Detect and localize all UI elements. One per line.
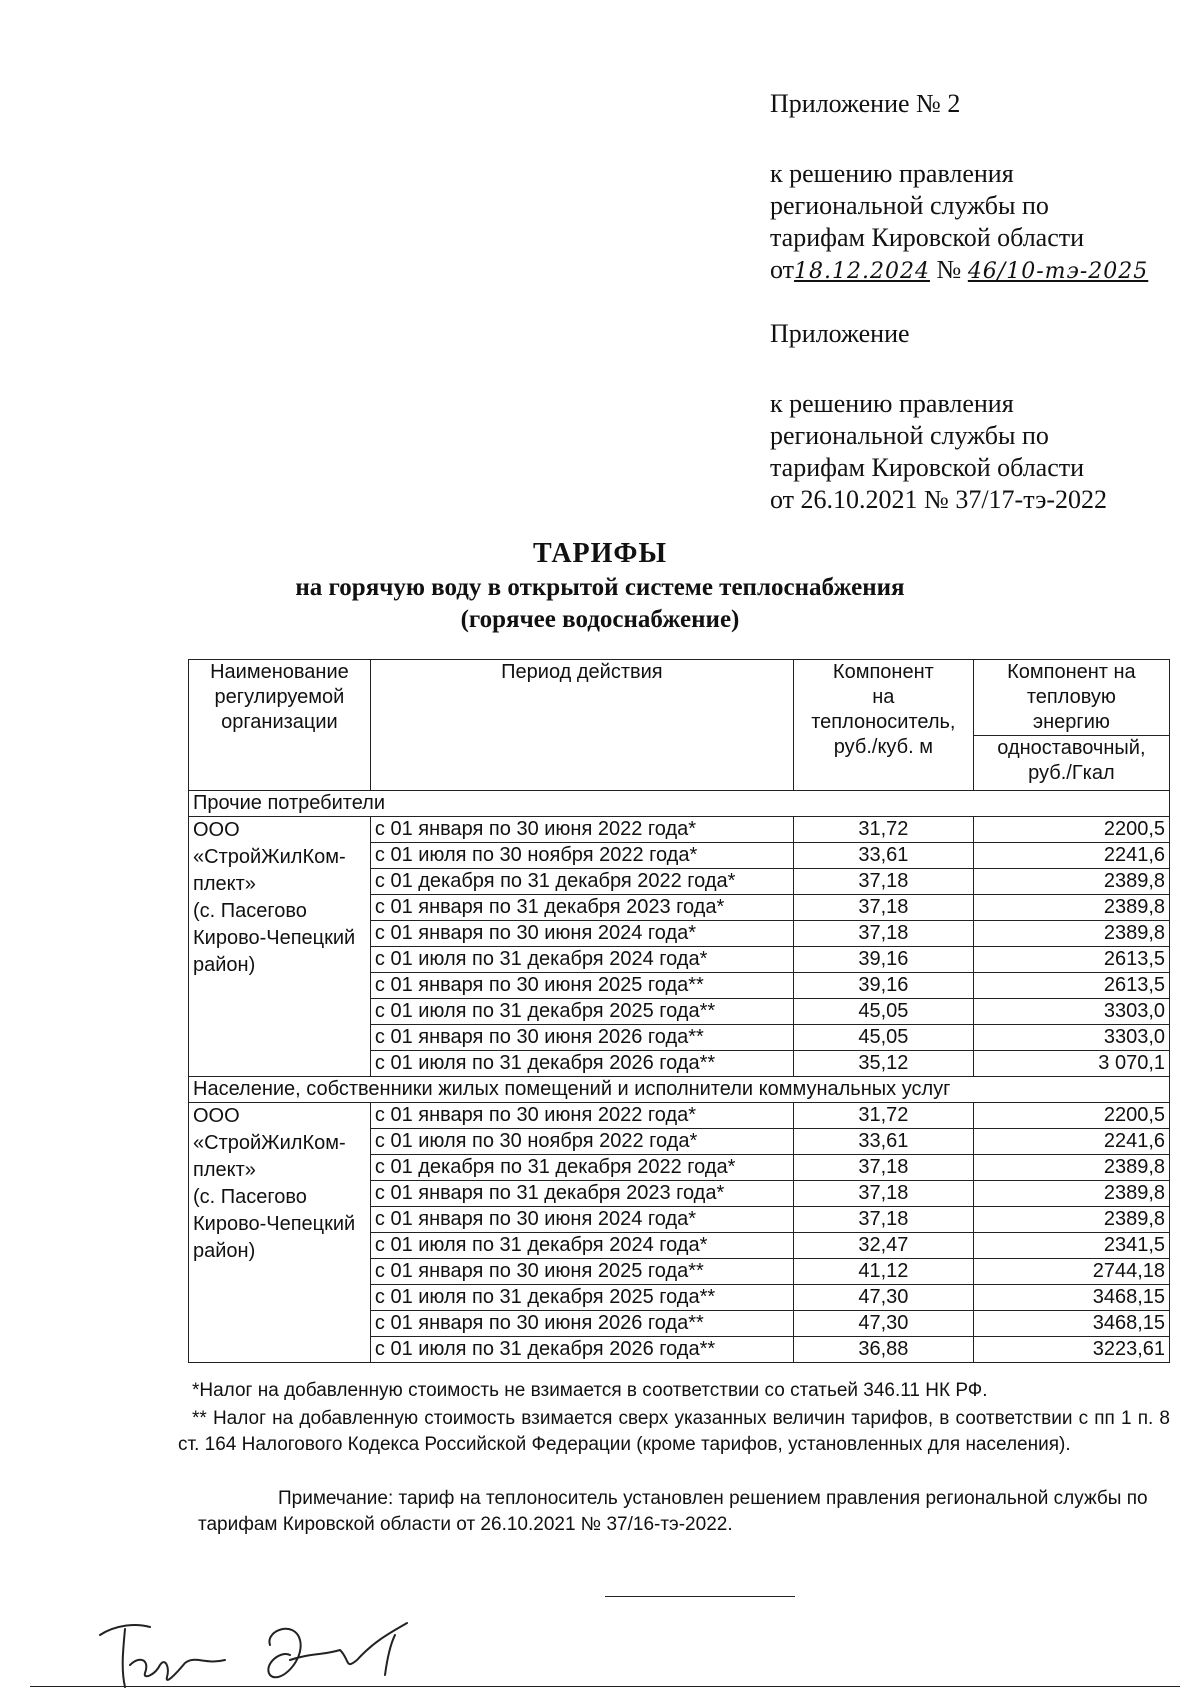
period-cell: с 01 июля по 31 декабря 2025 года** [370,1285,793,1311]
carrier-tariff-cell: 41,12 [793,1259,973,1285]
carrier-tariff-cell: 47,30 [793,1311,973,1337]
carrier-tariff-cell: 32,47 [793,1233,973,1259]
period-cell: с 01 января по 31 декабря 2023 года* [370,1181,793,1207]
carrier-tariff-cell: 37,18 [793,921,973,947]
bottom-rule [30,1686,1180,1687]
carrier-tariff-cell: 45,05 [793,1025,973,1051]
energy-tariff-cell: 2389,8 [973,895,1169,921]
period-cell: с 01 января по 30 июня 2026 года** [370,1311,793,1337]
period-cell: с 01 июля по 30 ноября 2022 года* [370,1129,793,1155]
carrier-tariff-cell: 33,61 [793,843,973,869]
org-name-cell [189,1103,371,1363]
period-cell: с 01 июля по 31 декабря 2024 года* [370,1233,793,1259]
group-row [189,791,1170,817]
carrier-tariff-cell: 31,72 [793,817,973,843]
org-name-line: район) [193,954,256,976]
period-cell: с 01 января по 31 декабря 2023 года* [370,895,793,921]
org-name-cell [189,817,371,1077]
base-appendix-header [770,318,1170,350]
energy-tariff-cell: 2389,8 [973,1207,1169,1233]
base-appendix-line-4: от 26.10.2021 № 37/17-тэ-2022 [770,485,1108,514]
carrier-tariff-cell: 47,30 [793,1285,973,1311]
carrier-tariff-cell: 35,12 [793,1051,973,1077]
carrier-tariff-cell: 39,16 [793,973,973,999]
energy-tariff-cell: 2200,5 [973,1103,1169,1129]
date-prefix: от [770,255,795,284]
energy-tariff-cell: 2241,6 [973,843,1169,869]
carrier-tariff-cell: 37,18 [793,1207,973,1233]
org-name-line: (с. Пасегово [193,900,307,922]
group-row [189,1077,1170,1103]
carrier-tariff-cell: 37,18 [793,895,973,921]
appendix-header [770,88,1170,120]
energy-tariff-cell: 2341,5 [973,1233,1169,1259]
org-name-line: район) [193,1240,256,1262]
period-cell: с 01 июля по 31 декабря 2024 года* [370,947,793,973]
header-carrier: Компонент на теплоноситель, руб./куб. м [793,660,973,791]
appendix-line-1: к решению правления [770,159,1014,188]
header-energy: Компонент на тепловую энергию [973,660,1169,736]
period-cell: с 01 июля по 30 ноября 2022 года* [370,843,793,869]
org-name-line: Кирово-Чепецкий [193,1213,356,1235]
period-cell: с 01 января по 30 июня 2025 года** [370,1259,793,1285]
carrier-tariff-cell: 31,72 [793,1103,973,1129]
carrier-tariff-cell: 33,61 [793,1129,973,1155]
handwritten-date: 18.12.2024 [794,259,930,284]
energy-tariff-cell: 3468,15 [973,1311,1169,1337]
header-org: Наименование регулируемой организации [189,660,371,791]
energy-tariff-cell: 2389,8 [973,1181,1169,1207]
period-cell: с 01 декабря по 31 декабря 2022 года* [370,869,793,895]
carrier-tariff-cell: 39,16 [793,947,973,973]
period-cell: с 01 декабря по 31 декабря 2022 года* [370,1155,793,1181]
period-cell: с 01 января по 30 июня 2024 года* [370,921,793,947]
period-cell: с 01 января по 30 июня 2022 года* [370,817,793,843]
header-energy-sub: одноставочный, руб./Гкал [973,736,1169,791]
separator-line [605,1596,795,1597]
document-title: ТАРИФЫ [533,538,667,569]
table-row [189,1103,1170,1129]
base-appendix-reference [770,388,1170,516]
org-name-line: ООО [193,1105,240,1127]
group-title: Прочие потребители [189,791,1170,817]
carrier-tariff-cell: 36,88 [793,1337,973,1363]
period-cell: с 01 января по 30 июня 2026 года** [370,1025,793,1051]
org-name-line: «СтройЖилКом- [193,1132,346,1154]
appendix-line-3: тарифам Кировской области [770,223,1085,252]
energy-tariff-cell: 2389,8 [973,1155,1169,1181]
tariff-table-body [189,791,1170,1363]
header-period: Период действия [370,660,793,791]
org-name-line: ООО [193,819,240,841]
appendix-reference [770,158,1170,288]
period-cell: с 01 января по 30 июня 2024 года* [370,1207,793,1233]
footnote-vat: ** Налог на добавленную стоимость взимается сверх указанных величин тарифов, в соответствии с пп 1 п. 8 ст. 164 Налогового Кодекса Российской Федерации (кроме тарифов, установленных для населения). [178,1408,1170,1455]
energy-tariff-cell: 3303,0 [973,999,1169,1025]
energy-tariff-cell: 2389,8 [973,921,1169,947]
org-name-line: плект» [193,873,256,895]
base-appendix-line-2: региональной службы по [770,421,1049,450]
table-row [189,817,1170,843]
org-name-line: плект» [193,1159,256,1181]
document-subtitle-1: на горячую воду в открытой системе теплоснабжения [295,574,905,601]
appendix-line-2: региональной службы по [770,191,1049,220]
tariff-table [188,659,1170,1363]
number-prefix: № [936,255,962,284]
footnote-no-vat: *Налог на добавленную стоимость не взимается в соответствии со статьей 346.11 НК РФ. [192,1380,988,1401]
energy-tariff-cell: 3223,61 [973,1337,1169,1363]
note-carrier-tariff: Примечание: тариф на теплоноситель установлен решением правления региональной службы по тарифам Кировской области от 26.10.2021 № 37/16-тэ-2022. [198,1488,1148,1535]
period-cell: с 01 июля по 31 декабря 2026 года** [370,1051,793,1077]
energy-tariff-cell: 2241,6 [973,1129,1169,1155]
org-name-line: (с. Пасегово [193,1186,307,1208]
appendix-date-line [770,254,1170,288]
energy-tariff-cell: 3 070,1 [973,1051,1169,1077]
base-appendix-line-1: к решению правления [770,389,1014,418]
energy-tariff-cell: 2744,18 [973,1259,1169,1285]
base-appendix-title: Приложение [770,319,910,348]
period-cell: с 01 июля по 31 декабря 2026 года** [370,1337,793,1363]
carrier-tariff-cell: 37,18 [793,1181,973,1207]
carrier-tariff-cell: 45,05 [793,999,973,1025]
org-name-line: Кирово-Чепецкий [193,927,356,949]
document-subtitle-2: (горячее водоснабжение) [460,606,740,633]
period-cell: с 01 января по 30 июня 2025 года** [370,973,793,999]
energy-tariff-cell: 3468,15 [973,1285,1169,1311]
appendix-title: Приложение № 2 [770,89,961,118]
carrier-tariff-cell: 37,18 [793,869,973,895]
org-name-line: «СтройЖилКом- [193,846,346,868]
group-title: Население, собственники жилых помещений и исполнители коммунальных услуг [189,1077,1170,1103]
energy-tariff-cell: 3303,0 [973,1025,1169,1051]
energy-tariff-cell: 2613,5 [973,947,1169,973]
carrier-tariff-cell: 37,18 [793,1155,973,1181]
base-appendix-line-3: тарифам Кировской области [770,453,1085,482]
energy-tariff-cell: 2613,5 [973,973,1169,999]
signature-image [95,1605,435,1695]
period-cell: с 01 июля по 31 декабря 2025 года** [370,999,793,1025]
energy-tariff-cell: 2200,5 [973,817,1169,843]
handwritten-number: 46/10-тэ-2025 [967,259,1149,284]
period-cell: с 01 января по 30 июня 2022 года* [370,1103,793,1129]
energy-tariff-cell: 2389,8 [973,869,1169,895]
